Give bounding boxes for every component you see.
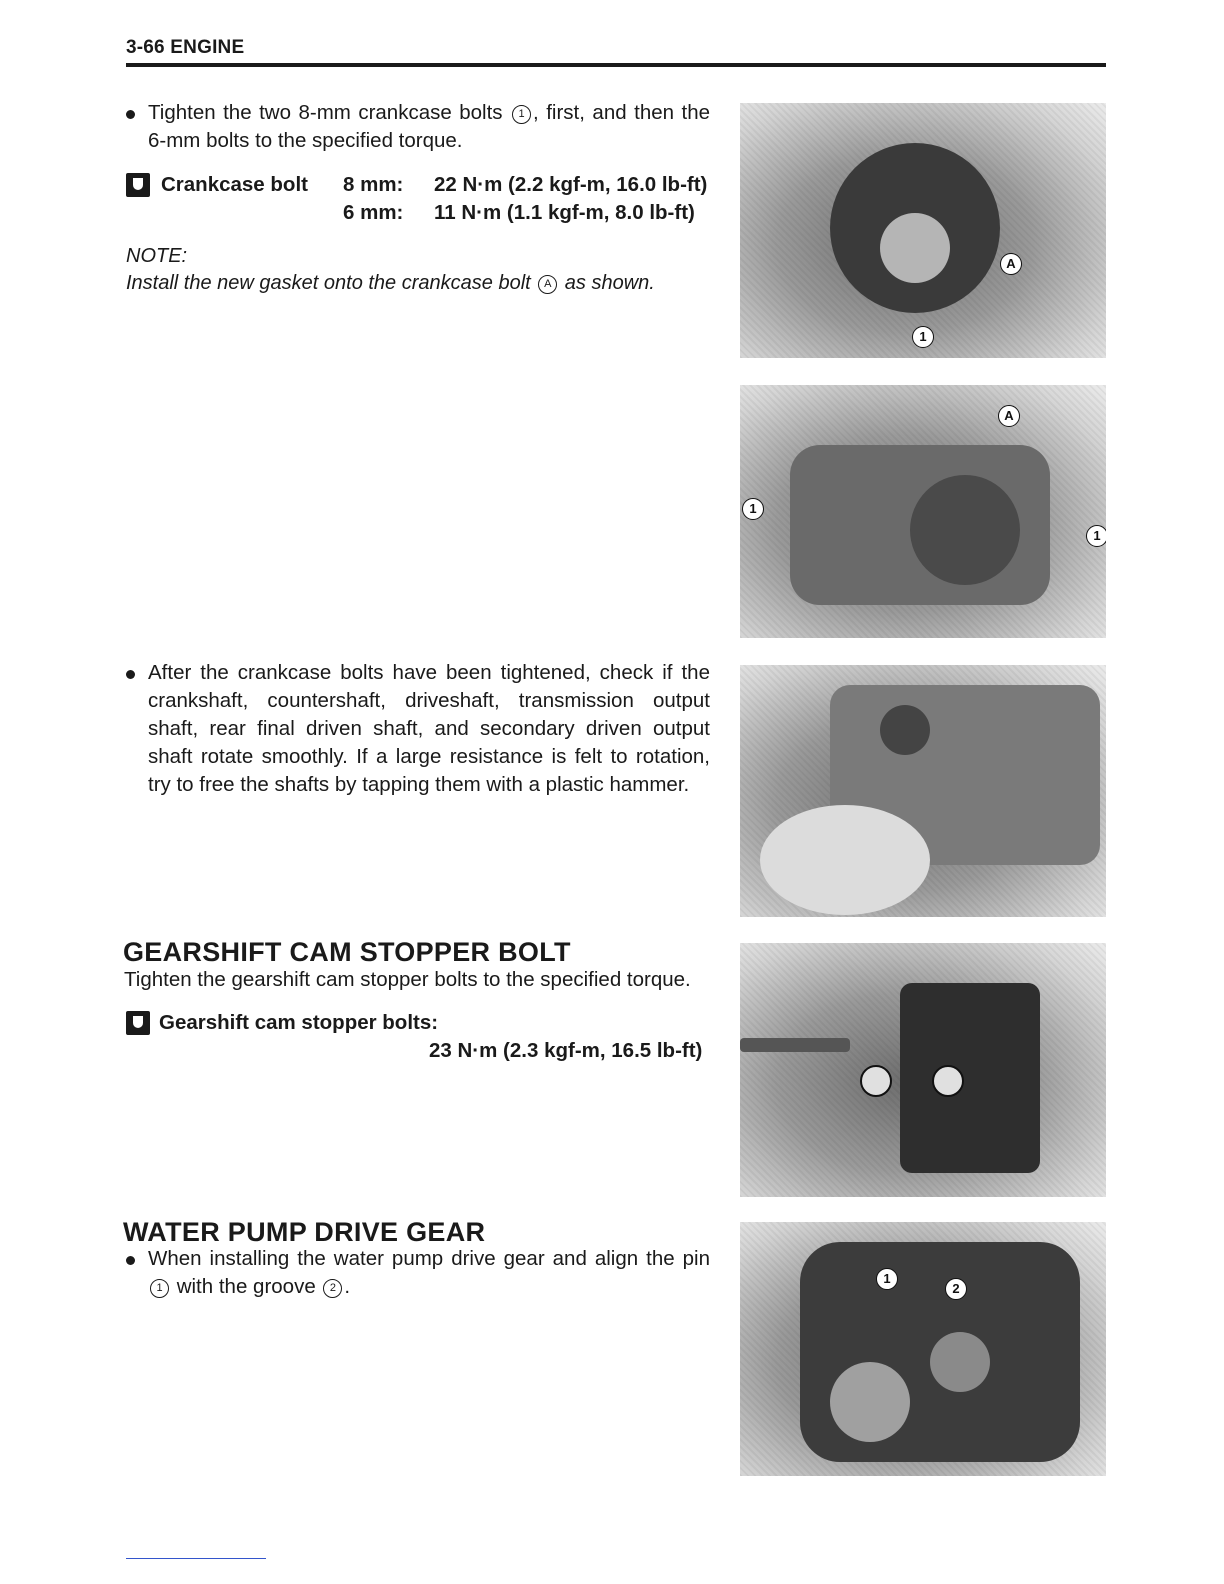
spec-label-gearshift: Gearshift cam stopper bolts: (159, 1011, 439, 1034)
gear-shape (910, 475, 1020, 585)
photo-crankcase-underside (740, 385, 1106, 638)
bullet-check-shafts: After the crankcase bolts have been tightened, check if the crankshaft, countershaft, driveshaft, transmission output shaft, rear final driven shaft, and secondary driven output shaft rotate smoothly. If a large resistance is felt to rotation, try to free the shafts by tapping them with a plastic hammer. (126, 659, 710, 799)
spec-size-8mm: 8 mm: (343, 173, 404, 196)
photo-water-pump-drive-gear (740, 1222, 1106, 1476)
photo-callout-1: 1 (912, 326, 934, 348)
callout-1-symbol: 1 (512, 105, 531, 124)
spec-label-crankcase: Crankcase bolt (161, 173, 308, 196)
callout-1-symbol: 1 (150, 1279, 169, 1298)
callout-a-symbol: A (538, 275, 557, 294)
bullet-icon (126, 670, 135, 679)
photo-shaft-rotation-check (740, 665, 1106, 917)
bullet-icon (126, 110, 135, 119)
gear-shape (930, 1332, 990, 1392)
section-title-water-pump: WATER PUMP DRIVE GEAR (123, 1217, 486, 1247)
photo-callout-a: A (998, 405, 1020, 427)
gearshift-case-shape (900, 983, 1040, 1173)
callout-2-symbol: 2 (323, 1279, 342, 1298)
photo-callout-1: 1 (742, 498, 764, 520)
header-rule (126, 63, 1106, 67)
note-label: NOTE: (126, 245, 188, 267)
photo-callout-2: 2 (945, 1278, 967, 1300)
torque-wrench-icon (126, 1011, 150, 1035)
photo-crankcase-bolts (740, 103, 1106, 358)
gearshift-intro: Tighten the gearshift cam stopper bolts to the specified torque. (124, 968, 691, 991)
stopper-bolt-marker (860, 1065, 892, 1097)
bullet-icon (126, 1256, 135, 1265)
gear-shape (830, 1362, 910, 1442)
torque-wrench-icon (126, 173, 150, 197)
stopper-bolt-marker (932, 1065, 964, 1097)
section-title-gearshift: GEARSHIFT CAM STOPPER BOLT (123, 937, 571, 967)
spec-value-8mm: 22 N·m (2.2 kgf-m, 16.0 lb-ft) (434, 173, 708, 196)
shaft-shape (880, 705, 930, 755)
bullet-crankcase-tighten: Tighten the two 8-mm crankcase bolts 1 , first, and then the 6-mm bolts to the specified torque. (126, 99, 710, 155)
note-text: Install the new gasket onto the crankcase bolt A as shown. (126, 272, 655, 294)
bullet-water-pump: When installing the water pump drive gear and align the pin 1 with the groove 2 . (126, 1245, 710, 1301)
page-header: 3-66 ENGINE (126, 37, 245, 58)
spec-value-gearshift: 23 N·m (2.3 kgf-m, 16.5 lb-ft) (429, 1039, 703, 1062)
photo-callout-1: 1 (1086, 525, 1106, 547)
shaft-shape (740, 1038, 850, 1052)
footer-rule (126, 1558, 266, 1559)
photo-gearshift-cam-stopper (740, 943, 1106, 1197)
hand-shape (760, 805, 930, 915)
spec-size-6mm: 6 mm: (343, 201, 404, 224)
spec-value-6mm: 11 N·m (1.1 kgf-m, 8.0 lb-ft) (434, 201, 695, 224)
photo-callout-1: 1 (876, 1268, 898, 1290)
photo-callout-a: A (1000, 253, 1022, 275)
bearing-shape (880, 213, 950, 283)
